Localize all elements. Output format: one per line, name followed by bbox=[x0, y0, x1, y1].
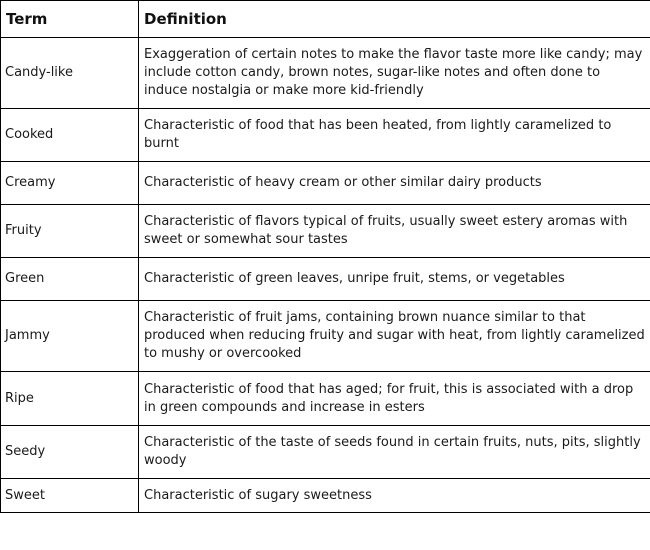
term-cell: Seedy bbox=[1, 426, 139, 479]
definition-cell: Characteristic of sugary sweetness bbox=[139, 479, 650, 513]
table-row bbox=[1, 205, 650, 258]
table-row bbox=[1, 479, 650, 513]
definition-column-header: Definition bbox=[139, 1, 650, 38]
definition-cell: Characteristic of green leaves, unripe fruit, stems, or vegetables bbox=[139, 258, 650, 301]
table-row bbox=[1, 426, 650, 479]
table-row bbox=[1, 372, 650, 426]
definition-cell: Characteristic of flavors typical of fruits, usually sweet estery aromas with sweet or somewhat sour tastes bbox=[139, 205, 650, 258]
term-cell: Candy-like bbox=[1, 38, 139, 109]
term-cell: Green bbox=[1, 258, 139, 301]
table-row bbox=[1, 162, 650, 205]
definition-cell: Characteristic of food that has been heated, from lightly caramelized to burnt bbox=[139, 109, 650, 162]
term-cell: Ripe bbox=[1, 372, 139, 426]
table-row bbox=[1, 109, 650, 162]
table-header-row bbox=[1, 1, 650, 38]
term-column-header: Term bbox=[1, 1, 139, 38]
definition-cell: Characteristic of food that has aged; for fruit, this is associated with a drop in green compounds and increase in esters bbox=[139, 372, 650, 426]
table-row bbox=[1, 301, 650, 372]
table-row bbox=[1, 38, 650, 109]
definition-cell: Characteristic of the taste of seeds found in certain fruits, nuts, pits, slightly woody bbox=[139, 426, 650, 479]
term-cell: Sweet bbox=[1, 479, 139, 513]
definition-cell: Exaggeration of certain notes to make the flavor taste more like candy; may include cotton candy, brown notes, sugar-like notes and often done to induce nostalgia or make more kid-friendly bbox=[139, 38, 650, 109]
definition-cell: Characteristic of heavy cream or other similar dairy products bbox=[139, 162, 650, 205]
term-cell: Fruity bbox=[1, 205, 139, 258]
term-cell: Jammy bbox=[1, 301, 139, 372]
table-row bbox=[1, 258, 650, 301]
term-cell: Creamy bbox=[1, 162, 139, 205]
term-cell: Cooked bbox=[1, 109, 139, 162]
definition-cell: Characteristic of fruit jams, containing brown nuance similar to that produced when reducing fruity and sugar with heat, from lightly caramelized to mushy or overcooked bbox=[139, 301, 650, 372]
